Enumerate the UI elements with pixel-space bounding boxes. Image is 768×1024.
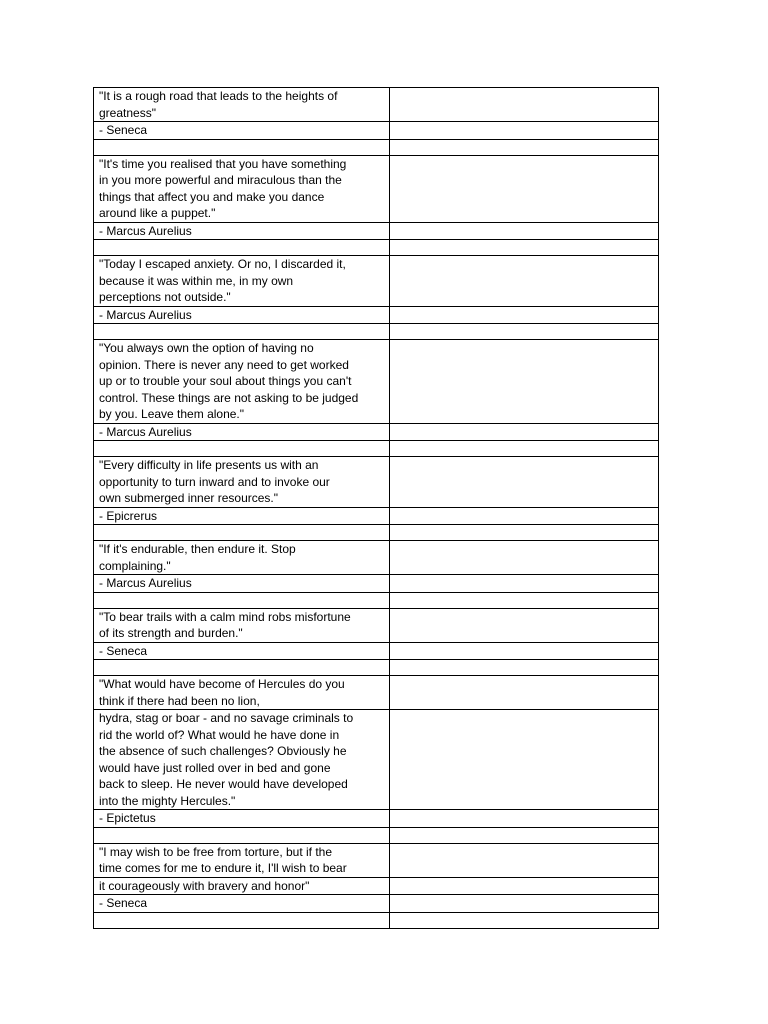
author-cell[interactable]: - Epicrerus — [94, 507, 390, 525]
empty-cell[interactable] — [94, 139, 390, 155]
quote-cell[interactable]: "Every difficulty in life presents us with an opportunity to turn inward and to invoke our own submerged inner resources." — [94, 457, 390, 508]
author-row — [94, 642, 659, 660]
blank-cell[interactable] — [390, 507, 659, 525]
blank-cell[interactable] — [390, 155, 659, 222]
author-cell[interactable]: - Seneca — [94, 642, 390, 660]
blank-cell[interactable] — [390, 575, 659, 593]
quote-row — [94, 676, 659, 710]
blank-cell[interactable] — [390, 306, 659, 324]
blank-cell[interactable] — [390, 592, 659, 608]
quote-cell[interactable]: "Today I escaped anxiety. Or no, I discarded it, because it was within me, in my own perceptions not outside." — [94, 256, 390, 307]
blank-cell[interactable] — [390, 324, 659, 340]
author-cell[interactable]: - Marcus Aurelius — [94, 306, 390, 324]
blank-cell[interactable] — [390, 457, 659, 508]
blank-cell[interactable] — [390, 256, 659, 307]
empty-cell[interactable] — [94, 441, 390, 457]
quote-row — [94, 340, 659, 424]
blank-cell[interactable] — [390, 441, 659, 457]
spacer-row — [94, 240, 659, 256]
blank-cell[interactable] — [390, 810, 659, 828]
quote-cell[interactable]: "What would have become of Hercules do you think if there had been no lion, — [94, 676, 390, 710]
empty-cell[interactable] — [94, 660, 390, 676]
blank-cell[interactable] — [390, 139, 659, 155]
quotes-table — [93, 87, 659, 929]
quotes-table-body — [94, 88, 659, 929]
blank-cell[interactable] — [390, 88, 659, 122]
quote-cell[interactable]: hydra, stag or boar - and no savage criminals to rid the world of? What would he have done in the absence of such challenges? Obviously he would have just rolled over in bed and gone back to sleep. He never would have developed into the mighty Hercules." — [94, 710, 390, 810]
quote-row — [94, 877, 659, 895]
author-row — [94, 122, 659, 140]
spacer-row — [94, 912, 659, 928]
spacer-row — [94, 827, 659, 843]
quote-row — [94, 155, 659, 222]
quote-row — [94, 256, 659, 307]
spacer-row — [94, 660, 659, 676]
empty-cell[interactable] — [94, 827, 390, 843]
spacer-row — [94, 139, 659, 155]
blank-cell[interactable] — [390, 895, 659, 913]
blank-cell[interactable] — [390, 608, 659, 642]
quote-row — [94, 88, 659, 122]
quote-row — [94, 608, 659, 642]
blank-cell[interactable] — [390, 676, 659, 710]
author-row — [94, 423, 659, 441]
empty-cell[interactable] — [94, 912, 390, 928]
author-cell[interactable]: - Seneca — [94, 895, 390, 913]
quote-cell[interactable]: "It is a rough road that leads to the heights of greatness" — [94, 88, 390, 122]
blank-cell[interactable] — [390, 827, 659, 843]
quote-cell[interactable]: "I may wish to be free from torture, but if the time comes for me to endure it, I'll wish to bear — [94, 843, 390, 877]
empty-cell[interactable] — [94, 324, 390, 340]
quote-row — [94, 843, 659, 877]
quote-row — [94, 541, 659, 575]
blank-cell[interactable] — [390, 710, 659, 810]
author-cell[interactable]: - Marcus Aurelius — [94, 575, 390, 593]
author-row — [94, 222, 659, 240]
blank-cell[interactable] — [390, 340, 659, 424]
empty-cell[interactable] — [94, 592, 390, 608]
spacer-row — [94, 525, 659, 541]
author-row — [94, 810, 659, 828]
blank-cell[interactable] — [390, 541, 659, 575]
blank-cell[interactable] — [390, 525, 659, 541]
quote-cell[interactable]: "It's time you realised that you have something in you more powerful and miraculous than the things that affect you and make you dance around like a puppet." — [94, 155, 390, 222]
author-cell[interactable]: - Seneca — [94, 122, 390, 140]
blank-cell[interactable] — [390, 912, 659, 928]
quote-cell[interactable]: "If it's endurable, then endure it. Stop complaining." — [94, 541, 390, 575]
blank-cell[interactable] — [390, 642, 659, 660]
author-cell[interactable]: - Marcus Aurelius — [94, 423, 390, 441]
author-cell[interactable]: - Marcus Aurelius — [94, 222, 390, 240]
blank-cell[interactable] — [390, 222, 659, 240]
author-row — [94, 306, 659, 324]
quote-cell[interactable]: "To bear trails with a calm mind robs misfortune of its strength and burden." — [94, 608, 390, 642]
blank-cell[interactable] — [390, 660, 659, 676]
empty-cell[interactable] — [94, 240, 390, 256]
quote-cell[interactable]: it courageously with bravery and honor" — [94, 877, 390, 895]
blank-cell[interactable] — [390, 240, 659, 256]
blank-cell[interactable] — [390, 877, 659, 895]
blank-cell[interactable] — [390, 122, 659, 140]
quote-row — [94, 710, 659, 810]
author-row — [94, 575, 659, 593]
empty-cell[interactable] — [94, 525, 390, 541]
quote-cell[interactable]: "You always own the option of having no opinion. There is never any need to get worked up or to trouble your soul about things you can't control. These things are not asking to be judged by you. Leave them alone." — [94, 340, 390, 424]
spacer-row — [94, 592, 659, 608]
author-row — [94, 895, 659, 913]
blank-cell[interactable] — [390, 423, 659, 441]
quote-row — [94, 457, 659, 508]
author-row — [94, 507, 659, 525]
blank-cell[interactable] — [390, 843, 659, 877]
author-cell[interactable]: - Epictetus — [94, 810, 390, 828]
spacer-row — [94, 441, 659, 457]
spacer-row — [94, 324, 659, 340]
